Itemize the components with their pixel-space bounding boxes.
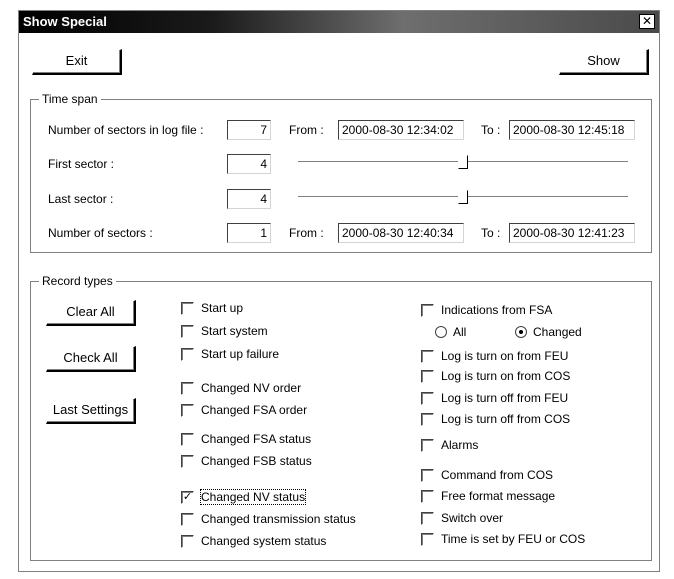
- check-all-button[interactable]: Check All: [46, 346, 136, 372]
- checkbox-label: Start up: [201, 301, 244, 315]
- checkbox-icon: [421, 512, 434, 525]
- record-checkbox-right-5[interactable]: [421, 468, 553, 482]
- last-sector-field[interactable]: 4: [227, 189, 271, 209]
- checkbox-label: Start system: [201, 324, 268, 338]
- log-to-field[interactable]: 2000-08-30 12:45:18: [509, 120, 635, 140]
- checkbox-icon: [181, 535, 194, 548]
- record-checkbox-right-7[interactable]: [421, 511, 503, 525]
- fsa-radio-0[interactable]: [435, 325, 466, 339]
- title-bar: [19, 11, 659, 33]
- range-to-field[interactable]: 2000-08-30 12:41:23: [509, 223, 635, 243]
- checkbox-icon: [421, 413, 434, 426]
- record-checkbox-right-0[interactable]: [421, 349, 568, 363]
- checkbox-label: Time is set by FEU or COS: [441, 532, 586, 546]
- checkbox-label: Changed FSB status: [201, 454, 312, 468]
- record-checkbox-left-0[interactable]: [181, 301, 243, 315]
- range-to-label: To :: [481, 226, 501, 240]
- checkbox-icon: [181, 325, 194, 338]
- range-from-label: From :: [289, 226, 324, 240]
- record-checkbox-left-1[interactable]: [181, 324, 268, 338]
- last-settings-button[interactable]: Last Settings: [46, 398, 136, 424]
- radio-label: All: [453, 325, 467, 339]
- record-checkbox-left-4[interactable]: [181, 403, 307, 417]
- record-checkbox-right-1[interactable]: [421, 369, 570, 383]
- show-special-window: [18, 10, 660, 572]
- show-button[interactable]: Show: [559, 49, 649, 75]
- checkbox-label: Changed FSA order: [201, 403, 308, 417]
- time-span-group: [30, 92, 652, 253]
- checkbox-box: [421, 304, 434, 317]
- checkbox-icon: [421, 392, 434, 405]
- checkbox-label: Changed transmission status: [201, 512, 356, 526]
- checkbox-label: Log is turn off from COS: [441, 412, 571, 426]
- checkbox-label: Log is turn off from FEU: [441, 391, 569, 405]
- checkbox-icon: [421, 490, 434, 503]
- record-checkbox-left-7[interactable]: [181, 490, 305, 504]
- num-sectors-label: Number of sectors :: [48, 226, 153, 240]
- checkbox-label: Free format message: [441, 489, 556, 503]
- checkbox-icon: [181, 348, 194, 361]
- log-from-field[interactable]: 2000-08-30 12:34:02: [338, 120, 464, 140]
- checkbox-label: Indications from FSA: [441, 303, 553, 317]
- radio-label: Changed: [533, 325, 582, 339]
- log-to-label: To :: [481, 123, 501, 137]
- log-from-label: From :: [289, 123, 324, 137]
- checkbox-label: Start up failure: [201, 347, 280, 361]
- record-checkbox-left-8[interactable]: [181, 512, 356, 526]
- record-checkbox-right-4[interactable]: [421, 438, 478, 452]
- range-from-field[interactable]: 2000-08-30 12:40:34: [338, 223, 464, 243]
- record-checkbox-right-8[interactable]: [421, 532, 585, 546]
- record-checkbox-left-9[interactable]: [181, 534, 326, 548]
- record-types-legend: Record types: [39, 274, 116, 288]
- close-icon: ✕: [641, 14, 653, 28]
- record-checkbox-right-3[interactable]: [421, 412, 570, 426]
- checkbox-icon: [181, 382, 194, 395]
- record-checkbox-left-2[interactable]: [181, 347, 279, 361]
- window-title: Show Special: [23, 14, 107, 29]
- fsa-radio-1[interactable]: [515, 325, 582, 339]
- close-button[interactable]: [639, 14, 655, 29]
- first-sector-field[interactable]: 4: [227, 154, 271, 174]
- checkbox-label: Changed FSA status: [201, 432, 312, 446]
- record-checkbox-left-6[interactable]: [181, 454, 312, 468]
- checkbox-icon: [181, 513, 194, 526]
- checkbox-icon: [421, 469, 434, 482]
- checkbox-label: Changed NV order: [201, 381, 302, 395]
- record-checkbox-right-6[interactable]: [421, 489, 555, 503]
- checkbox-icon: [421, 350, 434, 363]
- checkbox-icon: [181, 455, 194, 468]
- time-span-legend: Time span: [39, 92, 101, 106]
- checkbox-icon: [421, 370, 434, 383]
- record-checkbox-left-3[interactable]: [181, 381, 301, 395]
- checkbox-icon: [181, 404, 194, 417]
- checkbox-icon: [181, 302, 194, 315]
- last-sector-slider-thumb[interactable]: [458, 190, 468, 204]
- num-sectors-field[interactable]: 1: [227, 223, 271, 243]
- record-checkbox-right-2[interactable]: [421, 391, 568, 405]
- checkbox-label: Command from COS: [441, 468, 554, 482]
- checkbox-label: Alarms: [441, 438, 479, 452]
- radio-selected-icon: [515, 326, 527, 338]
- first-sector-slider-thumb[interactable]: [458, 155, 468, 169]
- checkbox-icon: [181, 433, 194, 446]
- checked-checkbox-icon: ✓: [182, 490, 193, 503]
- exit-button[interactable]: Exit: [32, 49, 122, 75]
- fsa-checkbox[interactable]: [421, 303, 552, 317]
- checkbox-icon: [421, 439, 434, 452]
- record-types-group: [30, 274, 652, 561]
- sectors-in-log-field[interactable]: 7: [227, 120, 271, 140]
- clear-all-button[interactable]: Clear All: [46, 300, 136, 326]
- checkbox-label: Changed system status: [201, 534, 327, 548]
- last-sector-label: Last sector :: [48, 192, 114, 206]
- checkbox-icon: [421, 533, 434, 546]
- sectors-in-log-label: Number of sectors in log file :: [48, 123, 204, 137]
- checkbox-label: Log is turn on from COS: [441, 369, 571, 383]
- checkbox-label: Changed NV status: [201, 490, 306, 504]
- record-checkbox-left-5[interactable]: [181, 432, 311, 446]
- radio-icon: [435, 326, 447, 338]
- first-sector-label: First sector :: [48, 157, 115, 171]
- checkbox-label: Switch over: [441, 511, 504, 525]
- checkbox-label: Log is turn on from FEU: [441, 349, 569, 363]
